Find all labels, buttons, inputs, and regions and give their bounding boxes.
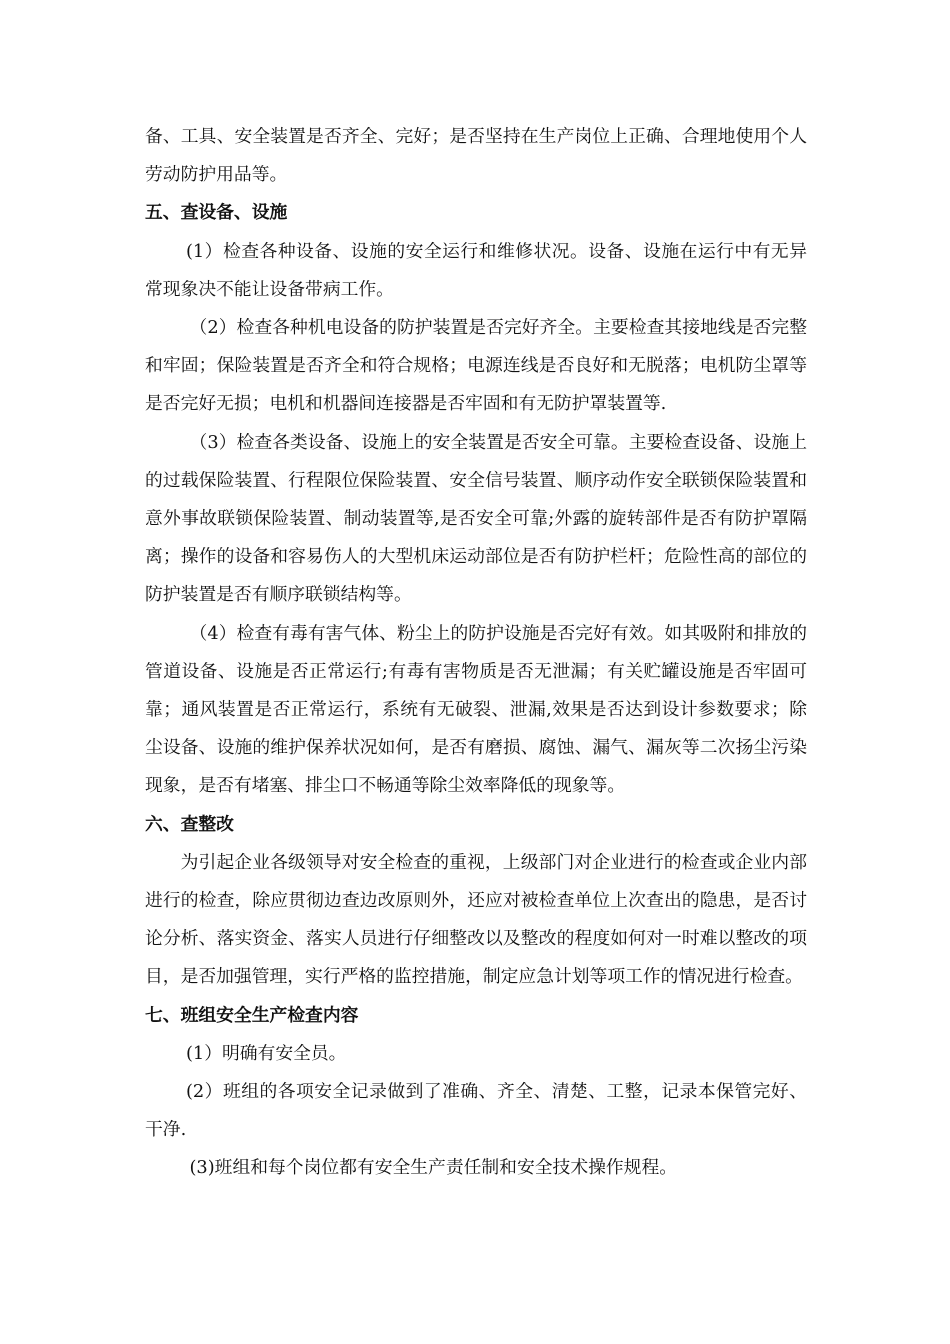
paragraph-7-3: (3)班组和每个岗位都有安全生产责任制和安全技术操作规程。 [189,1157,678,1179]
paragraph-5-2: （2）检查各种机电设备的防护装置是否完好齐全。主要检查其接地线是否完整和牢固；保险装置是否齐全和符合规格；电源连线是否良好和无脱落；电机防尘罩等是否完好无损；电机和机器间连接器是否牢固和有无防护罩装置等. [145,317,807,415]
section-heading-7: 七、班组安全生产检查内容 [145,1004,359,1026]
paragraph-5-1: (1）检查各种设备、设施的安全运行和维修状况。设备、设施在运行中有无异常现象决不能让设备带病工作。 [145,240,807,300]
paragraph-7-1: (1）明确有安全员。 [185,1042,347,1064]
paragraph-7-2: (2）班组的各项安全记录做到了准确、齐全、清楚、工整，记录本保管完好、干净. [145,1081,807,1141]
document-body [145,118,807,1188]
paragraph-continuation: 备、工具、安全装置是否齐全、完好；是否坚持在生产岗位上正确、合理地使用个人劳动防护用品等。 [145,126,807,186]
section-heading-5: 五、查设备、设施 [145,202,288,224]
paragraph-5-3: （3）检查各类设备、设施上的安全装置是否安全可靠。主要检查设备、设施上的过载保险装置、行程限位保险装置、安全信号装置、顺序动作安全联锁保险装置和意外事故联锁保险装置、制动装置等,是否安全可靠;外露的旋转部件是否有防护罩隔离；操作的设备和容易伤人的大型机床运动部位是否有防护栏杆；危险性高的部位的防护装置是否有顺序联锁结构等。 [145,431,807,606]
section-heading-6: 六、查整改 [145,813,234,835]
paragraph-6-1: 为引起企业各级领导对安全检查的重视，上级部门对企业进行的检查或企业内部进行的检查，除应贯彻边查边改原则外，还应对被检查单位上次查出的隐患，是否讨论分析、落实资金、落实人员进行仔细整改以及整改的程度如何对一时难以整改的项目，是否加强管理，实行严格的监控措施，制定应急计划等项工作的情况进行检查。 [145,851,807,988]
paragraph-5-4: （4）检查有毒有害气体、粉尘上的防护设施是否完好有效。如其吸附和排放的管道设备、设施是否正常运行;有毒有害物质是否无泄漏；有关贮罐设施是否牢固可靠；通风装置是否正常运行，系统有无破裂、泄漏,效果是否达到设计参数要求；除尘设备、设施的维护保养状况如何，是否有磨损、腐蚀、漏气、漏灰等二次扬尘污染现象，是否有堵塞、排尘口不畅通等除尘效率降低的现象等。 [145,622,807,797]
